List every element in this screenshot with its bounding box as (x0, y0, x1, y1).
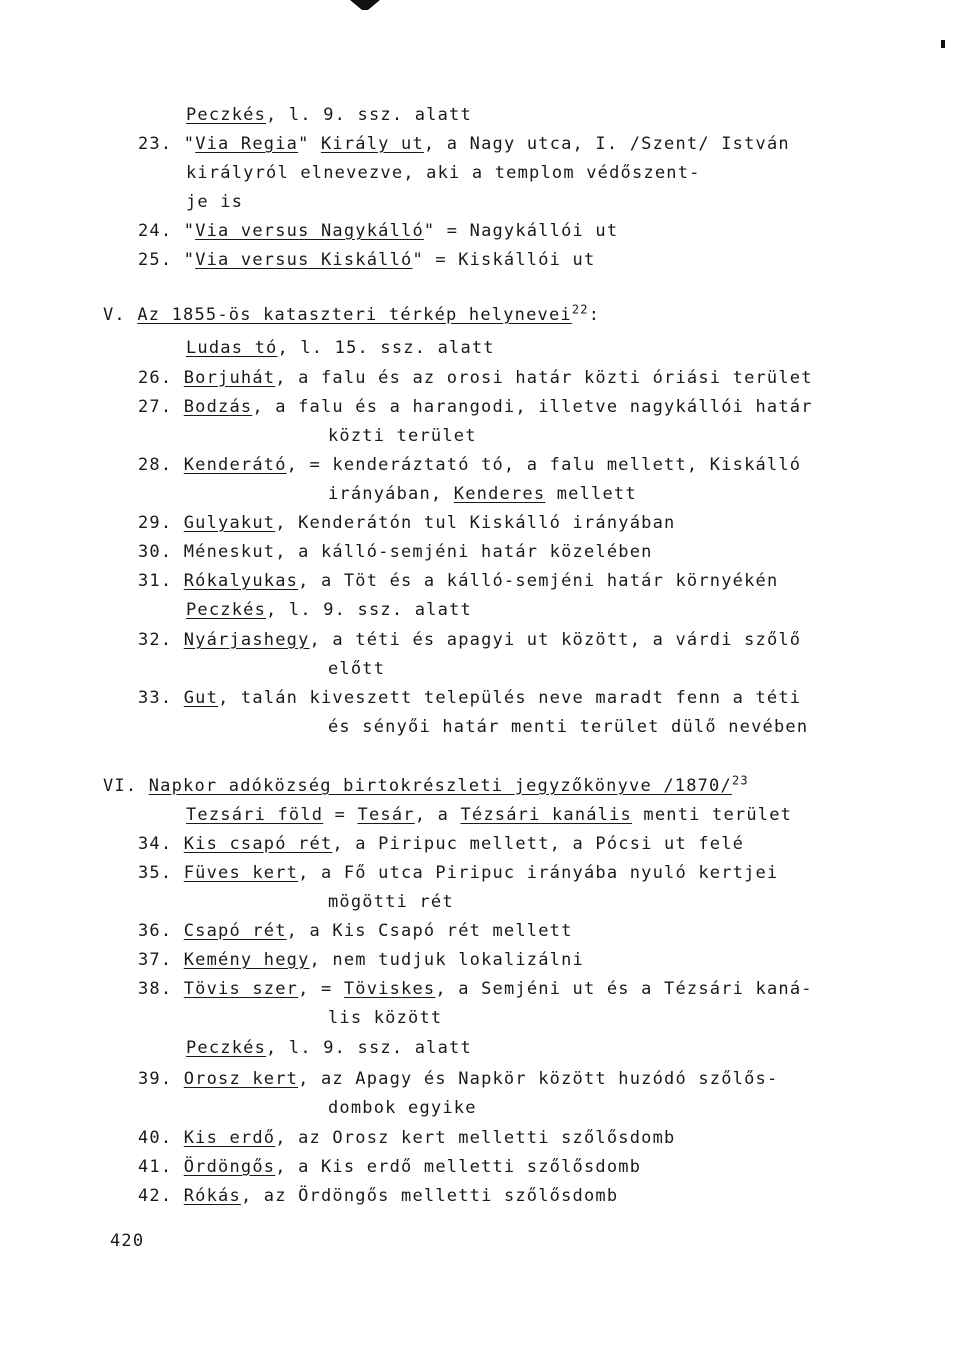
place-name: Ludas tó (186, 338, 278, 358)
text-segment: , a Fő utca Piripuc irányába nyuló kertjei (298, 863, 779, 883)
text-segment: " = Kiskállói ut (412, 250, 596, 270)
text-segment: irányában, (328, 484, 454, 504)
place-name: Kis csapó rét (183, 834, 333, 854)
text-segment: , nem tudjuk lokalizálni (309, 950, 584, 970)
text-line (138, 133, 790, 155)
text-segment: 39. (138, 1069, 184, 1089)
text-line (328, 891, 454, 913)
text-segment: 34. (138, 834, 184, 854)
text-segment: 35. (138, 863, 184, 883)
text-line (138, 920, 573, 942)
text-segment: előtt (328, 659, 386, 679)
text-segment: , l. 9. ssz. alatt (266, 1038, 472, 1058)
place-name: Király ut (320, 134, 424, 154)
text-line (103, 304, 600, 326)
text-line (138, 396, 813, 418)
text-segment: 24. " (138, 221, 196, 241)
text-segment: 32. (138, 630, 184, 650)
text-line (138, 367, 813, 389)
place-name: Rókás (183, 1186, 241, 1206)
text-segment: " (298, 134, 321, 154)
text-line (328, 425, 477, 447)
text-line (138, 220, 618, 242)
text-segment: , talán kiveszett település neve maradt fenn a téti (218, 688, 802, 708)
text-segment: 28. (138, 455, 184, 475)
place-name: Gut (183, 688, 219, 708)
text-segment: , a Semjéni ut és a Tézsári kaná- (435, 979, 813, 999)
text-line (138, 862, 778, 884)
text-line (186, 104, 472, 126)
place-name: Via Regia (195, 134, 299, 154)
text-line (328, 658, 385, 680)
text-segment: mellett (545, 484, 637, 504)
text-segment: mögötti rét (328, 892, 454, 912)
text-segment: je is (186, 192, 244, 212)
text-segment: , a téti és apagyi ut között, a várdi szőlő (309, 630, 802, 650)
text-segment: lis között (328, 1008, 443, 1028)
text-segment: " = Nagykállói ut (423, 221, 619, 241)
place-name: Tézsári kanális (460, 805, 632, 825)
text-segment: 42. (138, 1186, 184, 1206)
footnote-ref: 23 (731, 773, 749, 788)
scan-mark (941, 40, 945, 48)
text-segment: 23. " (138, 134, 196, 154)
place-name: Kenderátó (183, 455, 287, 475)
text-line (186, 162, 701, 184)
text-segment: , az Apagy és Napkör között huzódó szőlős- (298, 1069, 779, 1089)
place-name: Rókalyukas (183, 571, 299, 591)
place-name: Füves kert (183, 863, 299, 883)
place-name: Kis erdő (183, 1128, 276, 1148)
place-name: Gulyakut (183, 513, 276, 533)
text-line (138, 687, 801, 709)
text-segment: : (588, 305, 601, 325)
text-segment: 31. (138, 571, 184, 591)
text-segment: dombok egyike (328, 1098, 477, 1118)
text-line (138, 570, 778, 592)
place-name: Napkor adóközség birtokrészleti jegyzőkönyve /1870/ (148, 776, 732, 796)
text-segment: 27. (138, 397, 184, 417)
place-name: Töviskes (343, 979, 436, 999)
text-line (138, 1068, 778, 1090)
text-line (138, 512, 675, 534)
text-segment: , = (298, 979, 344, 999)
text-segment: menti terület (632, 805, 793, 825)
place-name: Ördöngős (183, 1157, 276, 1177)
place-name: Borjuhát (183, 368, 276, 388)
text-segment: , l. 9. ssz. alatt (266, 105, 472, 125)
scan-mark (350, 0, 380, 10)
text-segment: V. (103, 305, 138, 325)
text-segment: , a Kis erdő melletti szőlősdomb (275, 1157, 642, 1177)
text-segment: VI. (103, 776, 149, 796)
text-segment: 25. " (138, 250, 196, 270)
text-segment: , Kenderátón tul Kiskálló irányában (275, 513, 676, 533)
text-segment: , a Nagy utca, I. /Szent/ István (423, 134, 790, 154)
text-line (138, 1127, 675, 1149)
text-segment: 30. Méneskut, a kálló-semjéni határ közelében (138, 542, 653, 562)
text-segment: , = kenderáztató tó, a falu mellett, Kiskálló (286, 455, 802, 475)
text-line (186, 191, 243, 213)
place-name: Via versus Kiskálló (195, 250, 413, 270)
place-name: Bodzás (183, 397, 253, 417)
place-name: Via versus Nagykálló (195, 221, 424, 241)
text-line (328, 1007, 442, 1029)
text-segment: , a falu és az orosi határ közti óriási terület (275, 368, 813, 388)
text-segment: királyról elnevezve, aki a templom védőszent- (186, 163, 701, 183)
page-number: 420 (110, 1231, 145, 1251)
text-line (138, 1185, 618, 1207)
text-line (138, 454, 801, 476)
place-name: Orosz kert (183, 1069, 299, 1089)
text-segment: 38. (138, 979, 184, 999)
text-segment: 36. (138, 921, 184, 941)
text-line (138, 978, 813, 1000)
place-name: Nyárjashegy (183, 630, 310, 650)
text-line (186, 337, 495, 359)
place-name: Peczkés (186, 1038, 267, 1058)
text-segment: , l. 9. ssz. alatt (266, 600, 472, 620)
text-segment: 40. (138, 1128, 184, 1148)
place-name: Peczkés (186, 105, 267, 125)
text-line (138, 629, 801, 651)
text-segment: , az Ördöngős melletti szőlősdomb (240, 1186, 619, 1206)
text-line (186, 1037, 472, 1059)
place-name: Tövis szer (183, 979, 299, 999)
text-line (138, 249, 595, 271)
place-name: Kenderes (453, 484, 546, 504)
text-segment: , a falu és a harangodi, illetve nagykállói határ (252, 397, 813, 417)
text-segment: 29. (138, 513, 184, 533)
text-line (138, 541, 653, 563)
place-name: Kemény hegy (183, 950, 310, 970)
place-name: Csapó rét (183, 921, 287, 941)
text-line (138, 833, 744, 855)
text-segment: közti terület (328, 426, 477, 446)
text-line (328, 716, 808, 738)
text-segment: = (323, 805, 358, 825)
place-name: Tesár (357, 805, 415, 825)
place-name: Peczkés (186, 600, 267, 620)
text-line (328, 1097, 477, 1119)
text-segment: 26. (138, 368, 184, 388)
text-segment: és sényői határ menti terület dülő nevében (328, 717, 809, 737)
text-line (186, 599, 472, 621)
text-line (328, 483, 637, 505)
text-line (138, 1156, 641, 1178)
text-segment: , az Orosz kert melletti szőlősdomb (275, 1128, 676, 1148)
place-name: Az 1855-ös kataszteri térkép helynevei (137, 305, 572, 325)
text-segment: 37. (138, 950, 184, 970)
text-line (138, 949, 584, 971)
text-segment: , a (414, 805, 461, 825)
text-segment: , a Töt és a kálló-semjéni határ környékén (298, 571, 779, 591)
place-name: Tezsári föld (186, 805, 324, 825)
text-segment: , a Piripuc mellett, a Pócsi ut felé (332, 834, 745, 854)
footnote-ref: 22 (571, 302, 589, 317)
text-line (103, 775, 749, 797)
text-segment: , a Kis Csapó rét mellett (286, 921, 573, 941)
text-line (186, 804, 792, 826)
text-segment: 33. (138, 688, 184, 708)
text-segment: 41. (138, 1157, 184, 1177)
text-segment: , l. 15. ssz. alatt (277, 338, 495, 358)
